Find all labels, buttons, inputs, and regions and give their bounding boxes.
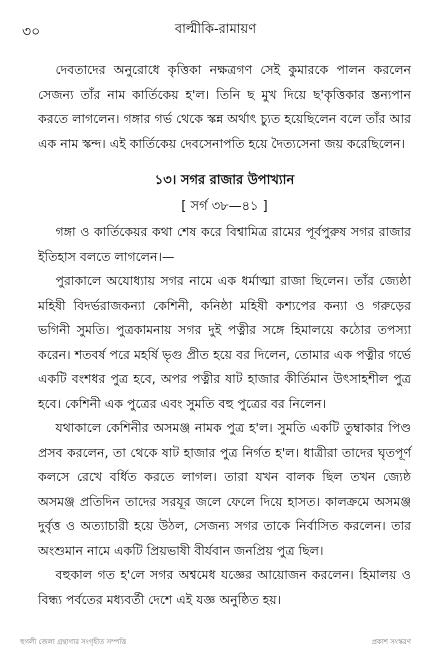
running-title: বাল্মীকি-রামায়ণ [174,22,257,37]
paragraph: পুরাকালে অযোধ্যায় সগর নামে এক ধর্মাত্মা রাজা ছিলেন। তাঁর জ্যেষ্ঠা মহিষী বিদর্ভরাজকন্যা কেশিনী, কনিষ্ঠা মহিষী কশ্যপের কন্যা ও গরুড়ের ভগিনী সুমতি। পুত্রকামনায় সগর দুই পত্নীর সঙ্গে হিমালয়ে কঠোর তপস্যা করেন। শতবর্ষ পরে মহর্ষি ভৃগু প্রীত হয়ে বর দিলেন, তোমার এক পত্নীর গর্ভে একটি বংশধর পুত্র হবে, অপর পত্নীর ষাট হাজার কীর্তিমান উৎসাহশীল পুত্র হবে। কেশিনী এক পুত্রের এবং সুমতি বহু পুত্রের বর নিলেন। [38,273,411,411]
paragraph: গঙ্গা ও কার্তিকেয়র কথা শেষ করে বিশ্বামিত্র রামের পূর্বপুরুষ সগর রাজার ইতিহাস বলতে লাগলেন।— [38,224,411,264]
sarga-range: [ সর্গ ৩৮—৪১ ] [181,199,268,214]
paragraph: যথাকালে কেশিনীর অসমঞ্জ নামক পুত্র হ'ল। সুমতি একটি তুম্বাকার পিণ্ড প্রসব করলেন, তা থেকে ষাট হাজার পুত্র নির্গত হ'ল। ধাত্রীরা তাদের ঘৃতপূর্ণ কলসে রেখে বর্ধিত করতে লাগল। তারা যখন বালক ছিল তখন জ্যেষ্ঠ অসমঞ্জ প্রতিদিন তাদের সরযূর জলে ফেলে দিয়ে হাসত। কালক্রমে অসমঞ্জ দুর্বৃত্ত ও অত্যাচারী হয়ে উঠল, সেজন্য সগর তাকে নির্বাসিত করলেন। তার অংশুমান নামে একটি প্রিয়ভাষী বীর্যবান জনপ্রিয় পুত্র ছিল। [38,420,411,558]
chapter-title: ১৩। সগর রাজার উপাখ্যান [154,173,295,188]
body-text [38,58,411,612]
page-header [22,20,409,40]
page-footer [20,636,411,648]
paragraph: বহুকাল গত হ'লে সগর অশ্বমেধ যজ্ঞের আয়োজন করলেন। হিমালয় ও বিন্ধ্য পর্বতের মধ্যবর্তী দেশে এই যজ্ঞ অনুষ্ঠিত হয়। [38,567,411,607]
footer-left-text: হুগলী জেলা গ্রন্থাগার সংগৃহীত সম্পত্তি [20,638,127,646]
paragraph-intro: দেবতাদের অনুরোধে কৃত্তিকা নক্ষত্রগণ সেই কুমারকে পালন করলেন সেজন্য তাঁর নাম কার্তিকেয় হ'ল। তিনি ছ মুখ দিয়ে ছ'কৃত্তিকার স্তন্যপান করতে লাগলেন। গঙ্গার গর্ভ থেকে স্কন্ন অর্থাৎ চ্যুত হয়েছিলেন বলে তাঁর আর এক নাম স্কন্দ। এই কার্তিকেয় দেবসেনাপতি হয়ে দৈত্যসেনা জয় করেছিলেন। [38,62,411,151]
page-number: ৩০ [22,24,41,40]
footer-right-text: প্রকাশ সংস্করণ [371,638,411,646]
